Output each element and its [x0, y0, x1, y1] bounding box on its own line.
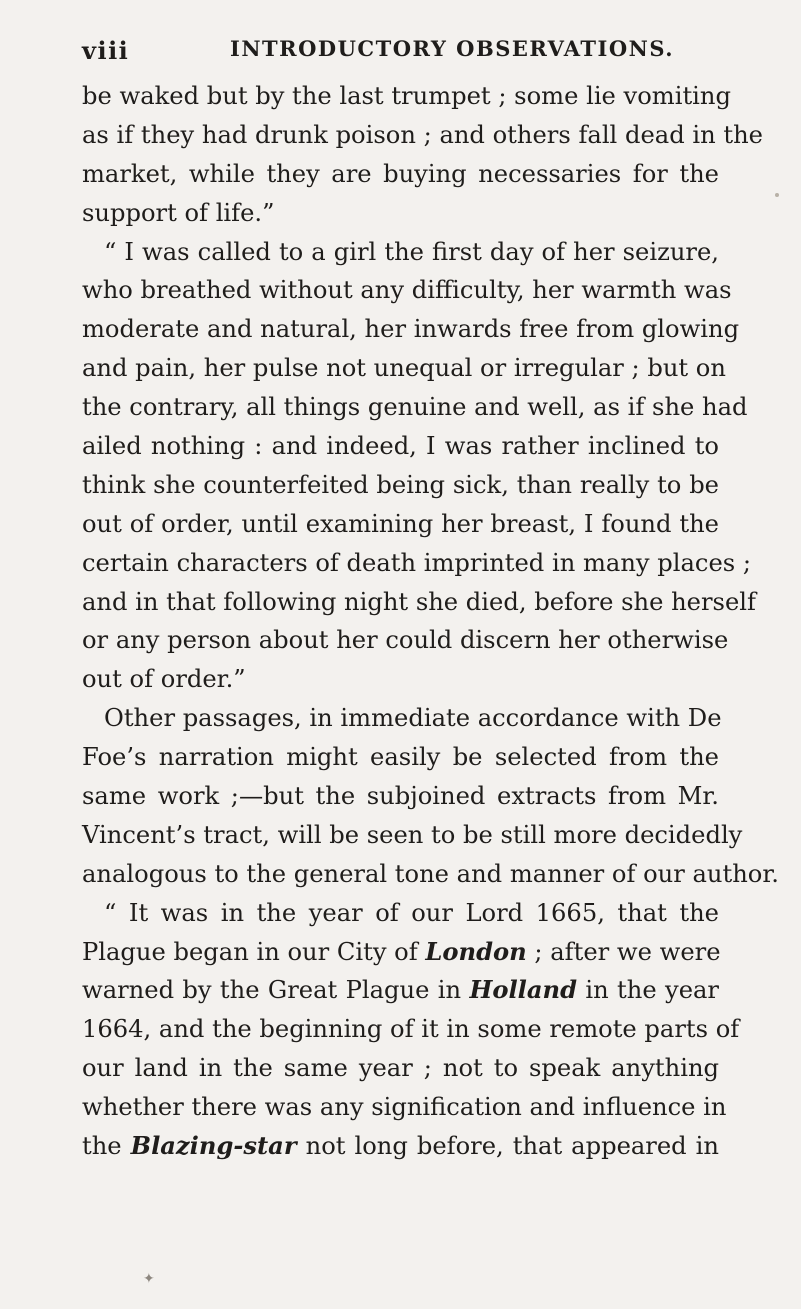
text-line: out of order, until examining her breast, I found the	[82, 509, 719, 538]
text-line: warned by the Great Plague in Holland in the year	[82, 975, 719, 1005]
page-number: viii	[82, 36, 130, 65]
italic-word: Holland	[469, 975, 578, 1005]
text-line: think she counterfeited being sick, than really to be	[82, 470, 719, 499]
text-line: moderate and natural, her inwards free from glowing	[82, 315, 740, 344]
ink-mark: ✦	[143, 1271, 155, 1287]
text-line: “ I was called to a girl the first day of her seizure,	[104, 237, 719, 266]
body-text	[82, 77, 782, 1166]
text-line: Other passages, in immediate accordance with De	[104, 704, 722, 733]
text-line: be waked but by the last trumpet ; some lie vomiting	[82, 82, 731, 110]
text-line: Foe’s narration might easily be selected from the	[82, 743, 719, 772]
text-line: market, while they are buying necessaries for the	[82, 159, 719, 188]
text-line: and in that following night she died, before she herself	[82, 587, 756, 616]
text-line: Vincent’s tract, will be seen to be still more decidedly	[82, 820, 743, 849]
running-title: INTRODUCTORY OBSERVATIONS.	[230, 36, 675, 61]
text-line: who breathed without any difficulty, her warmth was	[82, 276, 732, 305]
ink-speck	[775, 193, 779, 197]
text-line: as if they had drunk poison ; and others fall dead in the	[82, 120, 763, 149]
italic-word: London	[425, 936, 527, 966]
text-line: the Blazing-star not long before, that appeared in	[82, 1131, 719, 1161]
text-line: our land in the same year ; not to speak anything	[82, 1054, 719, 1083]
text-line: and pain, her pulse not unequal or irregular ; but on	[82, 354, 726, 383]
text-line: certain characters of death imprinted in many places ;	[82, 548, 752, 577]
text-line: out of order.”	[82, 665, 246, 694]
text-line: analogous to the general tone and manner of our author.	[82, 859, 779, 888]
text-line: ailed nothing : and indeed, I was rather inclined to	[82, 432, 719, 461]
italic-word: Blazing-star	[130, 1131, 297, 1161]
running-head	[82, 36, 722, 70]
text-line: the contrary, all things genuine and well, as if she had	[82, 393, 748, 422]
text-line: same work ;—but the subjoined extracts from Mr.	[82, 782, 719, 811]
text-line: support of life.”	[82, 198, 275, 227]
text-line: whether there was any signification and influence in	[82, 1093, 727, 1122]
text-line: “ It was in the year of our Lord 1665, that the	[104, 898, 719, 927]
text-line: 1664, and the beginning of it in some remote parts of	[82, 1015, 740, 1044]
text-line: Plague began in our City of London ; after we were	[82, 936, 721, 966]
text-line: or any person about her could discern her otherwise	[82, 626, 729, 655]
